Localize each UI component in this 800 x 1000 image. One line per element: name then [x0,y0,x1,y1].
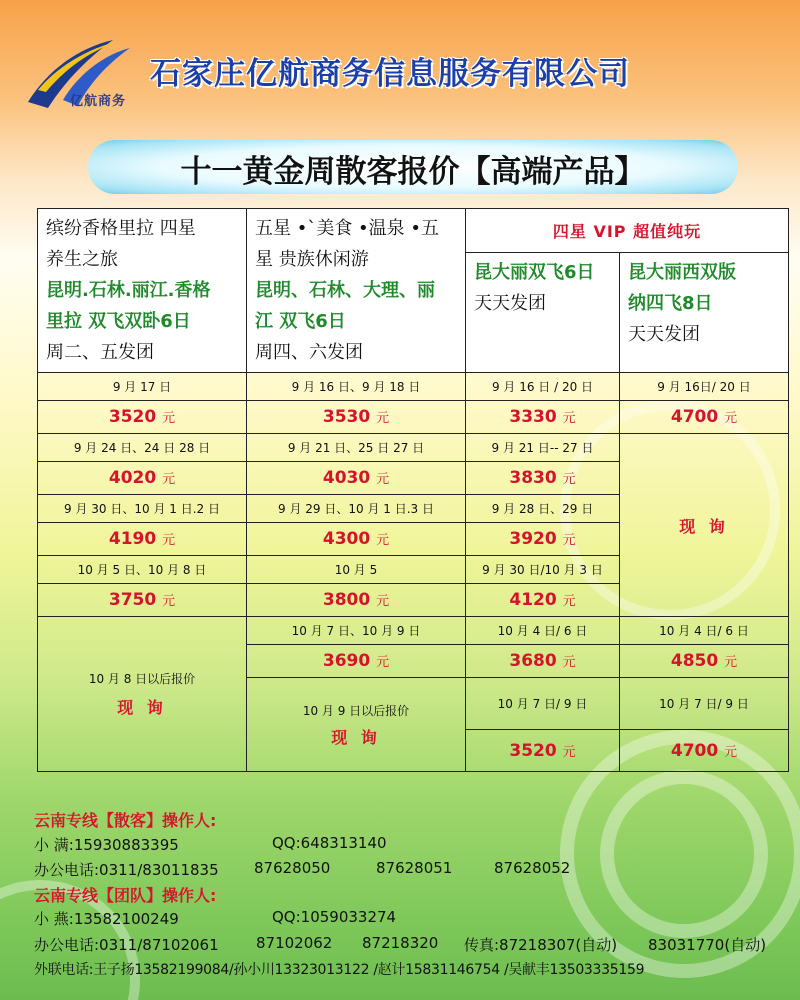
price-value: 4020 [108,468,157,488]
ask-cell [620,434,789,617]
price-cell [38,462,247,495]
section-heading: 云南专线【散客】操作人: [34,811,217,830]
office-phone: 87628051 [376,859,453,877]
late-note: 10 月 8 日以后报价 [88,672,196,686]
date-cell: 9 月 16 日 / 20 日 [466,373,620,401]
office-phone: 87628050 [254,859,331,877]
date-cell: 10 月 4 日/ 6 日 [620,617,789,645]
price-value: 3520 [509,740,557,761]
price-unit: 元 [162,594,176,609]
date-cell: 10 月 4 日/ 6 日 [466,617,620,645]
price-unit: 元 [162,472,176,487]
product-route: 昆明、石林、大理、丽 [255,280,435,301]
departure-days: 周四、六发团 [255,342,363,363]
price-cell [466,645,620,678]
date-cell: 9 月 21 日、25 日 27 日 [247,434,466,462]
product-name: 五星 •`美食 •温泉 •五 [255,218,440,239]
vip-header [466,209,789,253]
price-value: 4850 [670,651,719,671]
price-cell [466,730,620,772]
product-header-4 [620,253,789,373]
price-unit: 元 [376,594,390,609]
fax-number: 传真:87218307(自动) [464,936,618,954]
price-unit: 元 [562,411,576,426]
price-cell [247,523,466,556]
late-cell [38,617,247,772]
price-unit: 元 [562,594,576,609]
price-value: 4300 [322,529,371,549]
product-name: 缤纷香格里拉 四星 [46,218,196,239]
ask-label: 现 询 [117,698,167,717]
price-unit: 元 [162,411,176,426]
contact-qq: QQ:1059033274 [272,908,397,926]
price-unit: 元 [724,655,738,670]
office-phone: 87218320 [362,934,439,952]
price-unit: 元 [376,472,390,487]
ask-label: 现 询 [331,727,381,747]
price-cell [620,401,789,434]
office-phone: 办公电话:0311/83011835 [34,861,219,879]
price-unit: 元 [724,411,738,426]
price-unit: 元 [376,411,390,426]
date-cell: 10 月 7 日、10 月 9 日 [247,617,466,645]
office-phone: 87102062 [256,934,333,952]
contact-person: 小 满:15930883395 [34,836,179,854]
price-unit: 元 [562,744,576,760]
contact-qq: QQ:648313140 [272,834,387,852]
date-cell: 9 月 30 日、10 月 1 日.2 日 [38,495,247,523]
price-cell [38,401,247,434]
price-value: 3800 [322,590,371,610]
company-name: 石家庄亿航商务信息服务有限公司 [150,56,630,92]
price-cell [466,523,620,556]
date-cell: 10 月 7 日/ 9 日 [466,678,620,730]
price-value: 4120 [509,590,557,610]
product-name: 养生之旅 [46,249,118,270]
date-cell: 9 月 28 日、29 日 [466,495,620,523]
price-cell [466,584,620,617]
price-value: 3830 [509,468,557,488]
date-cell: 9 月 16 日、9 月 18 日 [247,373,466,401]
price-value: 4700 [670,740,719,761]
product-route: 纳四飞8日 [628,293,713,314]
product-route: 江 双飞6日 [255,311,346,332]
section-heading: 云南专线【团队】操作人: [34,886,217,905]
price-unit: 元 [562,472,576,487]
office-phone: 办公电话:0311/87102061 [34,936,219,954]
price-unit: 元 [562,655,576,670]
date-cell: 9 月 21 日-- 27 日 [466,434,620,462]
date-cell: 10 月 5 [247,556,466,584]
price-value: 3750 [108,590,157,610]
price-value: 3530 [322,407,371,427]
price-unit: 元 [376,655,390,670]
product-route: 昆大丽双飞6日 [474,262,595,283]
price-table [37,208,789,772]
date-cell: 10 月 7 日/ 9 日 [620,678,789,730]
price-cell [247,645,466,678]
product-route: 里拉 双飞双卧6日 [46,311,191,332]
product-header-1 [38,209,247,373]
date-cell: 9 月 24 日、24 日 28 日 [38,434,247,462]
title-banner [88,140,738,194]
date-cell: 10 月 5 日、10 月 8 日 [38,556,247,584]
price-cell [620,730,789,772]
price-value: 3690 [322,651,371,671]
price-cell [38,584,247,617]
price-value: 4700 [670,407,719,427]
price-cell [38,523,247,556]
price-unit: 元 [376,533,390,548]
departure-days: 天天发团 [474,293,546,314]
late-cell [247,678,466,772]
price-value: 4030 [322,468,371,488]
date-cell: 9 月 17 日 [38,373,247,401]
price-cell [466,401,620,434]
date-cell: 9 月 29 日、10 月 1 日.3 日 [247,495,466,523]
price-unit: 元 [724,744,738,760]
departure-days: 周二、五发团 [46,342,154,363]
date-cell: 9 月 30 日/10 月 3 日 [466,556,620,584]
price-cell [247,584,466,617]
product-name: 星 贵族休闲游 [255,249,369,270]
office-phone: 87628052 [494,859,571,877]
page-title: 十一黄金周散客报价【高端产品】 [180,154,646,190]
logo-text: 亿航商务 [70,94,127,109]
product-route: 昆大丽西双版 [628,262,736,283]
decor-swirl [600,770,768,938]
late-note: 10 月 9 日以后报价 [302,703,410,718]
product-header-2 [247,209,466,373]
price-value: 4190 [108,529,157,549]
date-cell: 9 月 16日/ 20 日 [620,373,789,401]
external-phones: 外联电话:王子扬13582199084/孙小川13323013122 /赵计15831146754 /吴献丰13503335159 [34,962,645,978]
product-header-3 [466,253,620,373]
price-unit: 元 [162,533,176,548]
price-cell [620,645,789,678]
price-value: 3330 [509,407,557,427]
price-unit: 元 [562,533,576,548]
price-value: 3680 [509,651,557,671]
product-route: 昆明.石林.丽江.香格 [46,280,211,301]
contact-person: 小 燕:13582100249 [34,910,179,928]
departure-days: 天天发团 [628,324,700,345]
price-cell [247,401,466,434]
ask-label: 现 询 [679,516,729,536]
price-cell [466,462,620,495]
price-value: 3920 [509,529,557,549]
price-cell [247,462,466,495]
price-value: 3520 [108,407,157,427]
vip-title: 四星 VIP 超值纯玩 [552,222,702,241]
office-phone: 83031770(自动) [648,936,767,954]
